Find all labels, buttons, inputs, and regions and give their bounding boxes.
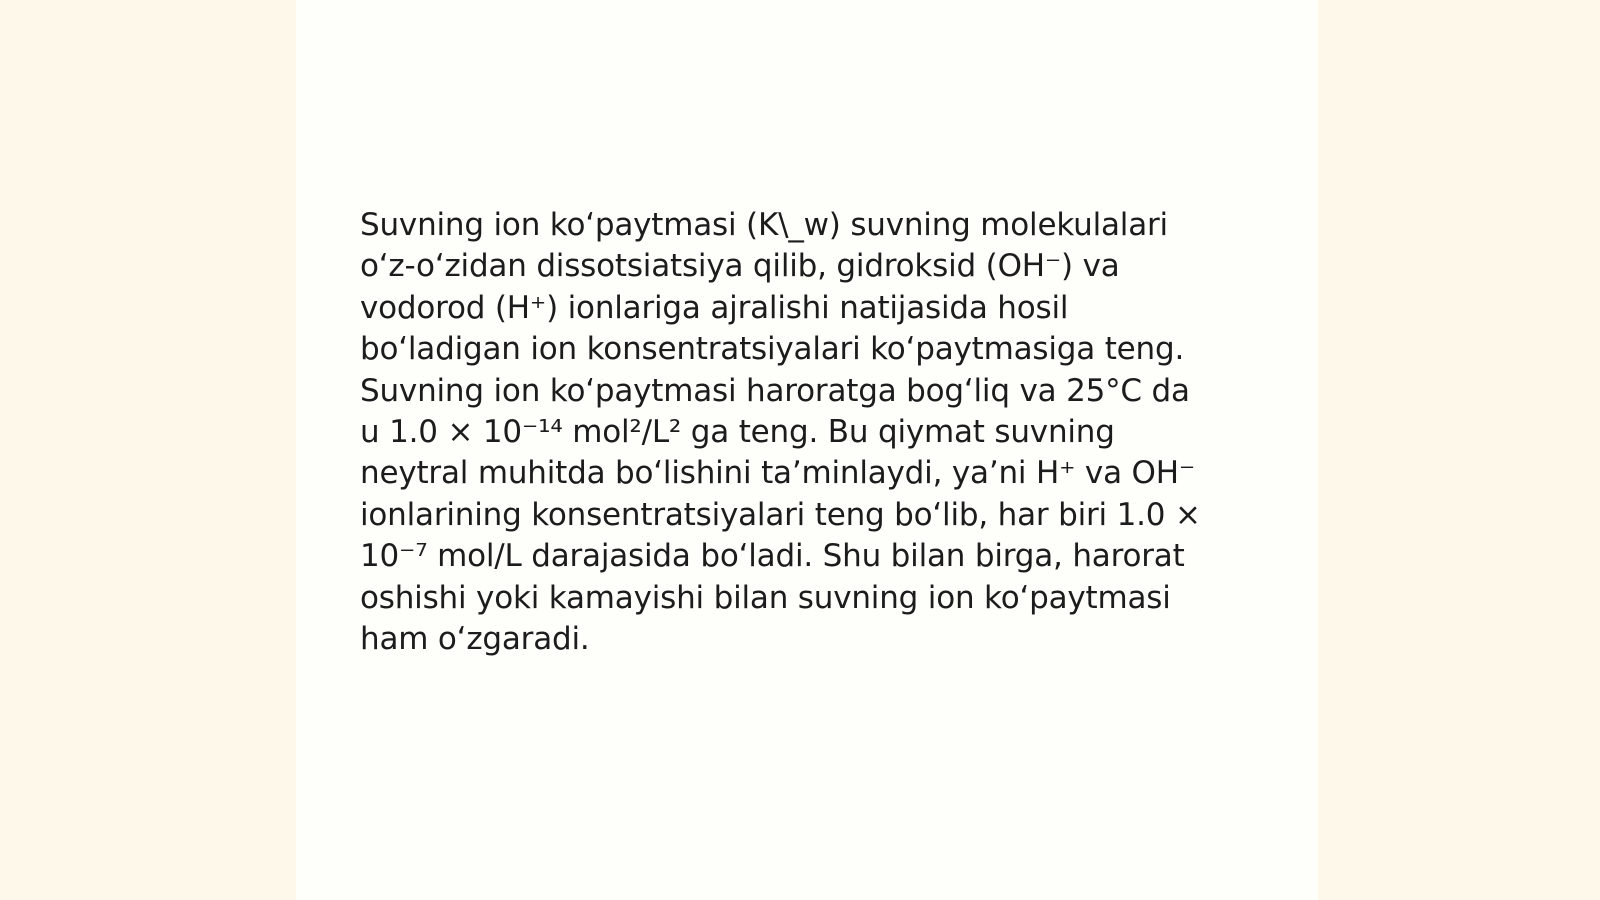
document-page bbox=[296, 0, 1318, 900]
paragraph-line-9: 10⁻⁷ mol/L darajasida boʻladi. Shu bilan birga, harorat bbox=[360, 538, 1185, 575]
body-paragraph bbox=[360, 205, 1260, 660]
paragraph-line-11: ham oʻzgaradi. bbox=[360, 621, 590, 658]
paragraph-line-4: boʻladigan ion konsentratsiyalari koʻpaytmasiga teng. bbox=[360, 331, 1185, 368]
paragraph-line-10: oshishi yoki kamayishi bilan suvning ion koʻpaytmasi bbox=[360, 579, 1171, 616]
paragraph-line-5: Suvning ion koʻpaytmasi haroratga bogʻliq va 25°C da bbox=[360, 372, 1190, 409]
paragraph-line-1: Suvning ion koʻpaytmasi (K\_w) suvning molekulalari bbox=[360, 207, 1168, 243]
paragraph-line-2: oʻz-oʻzidan dissotsiatsiya qilib, gidroksid (OH⁻) va bbox=[360, 248, 1120, 285]
paragraph-line-3: vodorod (H⁺) ionlariga ajralishi natijasida hosil bbox=[360, 289, 1069, 326]
paragraph-line-7: neytral muhitda boʻlishini taʼminlaydi, yaʼni H⁺ va OH⁻ bbox=[360, 455, 1195, 492]
paragraph-line-6: u 1.0 × 10⁻¹⁴ mol²/L² ga teng. Bu qiymat suvning bbox=[360, 414, 1115, 451]
paragraph-line-8: ionlarining konsentratsiyalari teng boʻlib, har biri 1.0 × bbox=[360, 496, 1201, 533]
